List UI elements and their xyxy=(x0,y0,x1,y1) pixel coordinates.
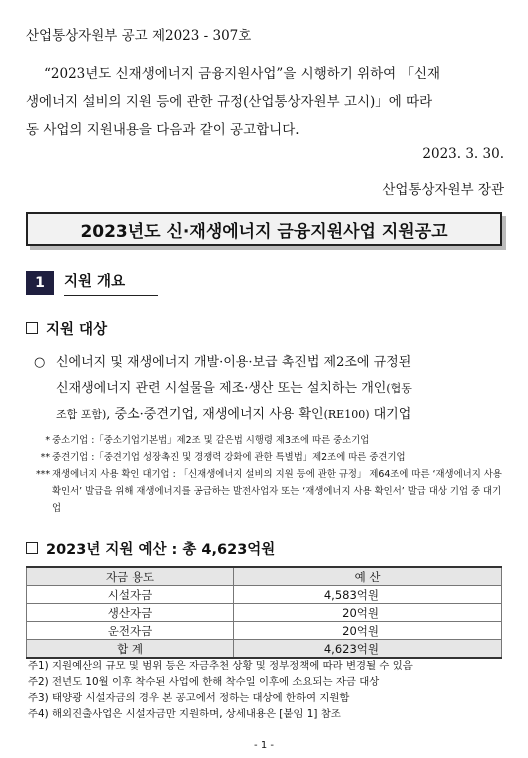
budget-amount: 4,583억원 xyxy=(234,586,502,604)
budget-item: 시설자금 xyxy=(27,586,234,604)
table-header-row xyxy=(27,567,502,586)
note-item xyxy=(28,466,504,517)
table-total-row xyxy=(27,640,502,659)
footnote: 주3) 태양광 시설자금의 경우 본 공고에서 정하는 대상에 한하여 지원함 xyxy=(28,692,350,704)
footnote: 주4) 해외진출사업은 시설자금만 지원하며, 상세내용은 [붙임 1] 참조 xyxy=(28,708,341,720)
budget-item: 운전자금 xyxy=(27,622,234,640)
budget-total-amount: 4,623억원 xyxy=(234,640,502,659)
note-mark: *** xyxy=(35,469,50,480)
footnote: 주2) 전년도 10월 이후 착수된 사업에 한해 착수일 이후에 소요되는 자금 대상 xyxy=(28,676,380,688)
budget-table xyxy=(26,566,502,659)
intro-line: “2023년도 신재생에너지 금융지원사업”을 시행하기 위하여 「신재 xyxy=(44,66,441,82)
support-target-heading xyxy=(26,318,107,339)
bullet-line-text: 대기업 xyxy=(369,407,412,422)
budget-amount: 20억원 xyxy=(234,604,502,622)
announcement-date: 2023. 3. 30. xyxy=(422,146,504,162)
budget-heading xyxy=(26,538,275,559)
table-row xyxy=(27,604,502,622)
support-target-notes xyxy=(28,432,504,517)
document-title-box xyxy=(26,212,502,246)
table-row xyxy=(27,622,502,640)
announcement-number: 산업통상자원부 공고 제2023 - 307호 xyxy=(26,28,252,44)
support-target-heading-text: 지원 대상 xyxy=(46,322,108,338)
budget-footnotes xyxy=(28,658,508,722)
budget-total-label: 합 계 xyxy=(27,640,234,659)
support-target-bullet xyxy=(34,350,504,428)
note-mark: * xyxy=(45,435,50,446)
budget-item: 생산자금 xyxy=(27,604,234,622)
bullet-line-small: 조합 포함) xyxy=(56,408,107,421)
intro-line: 동 사업의 지원내용을 다음과 같이 공고합니다. xyxy=(26,122,300,138)
intro-paragraph xyxy=(26,60,504,144)
section-title: 지원 개요 xyxy=(64,271,158,296)
note-item xyxy=(28,449,504,466)
note-text: 중소기업 :「중소기업기본법」제2조 및 같은법 시행령 제3조에 따른 중소기업 xyxy=(52,435,370,446)
page-number: - 1 - xyxy=(254,740,274,751)
table-row xyxy=(27,586,502,604)
budget-amount: 20억원 xyxy=(234,622,502,640)
bullet-line xyxy=(56,402,504,428)
note-item xyxy=(28,432,504,449)
issuer: 산업통상자원부 장관 xyxy=(382,182,504,198)
bullet-line-text: 신재생에너지 관련 시설물을 제조·생산 또는 설치하는 개인 xyxy=(56,381,387,396)
checkbox-square-icon xyxy=(26,542,38,554)
intro-line: 생에너지 설비의 지원 등에 관한 규정(산업통상자원부 고시)」에 따라 xyxy=(26,94,433,110)
bullet-line: 신에너지 및 재생에너지 개발·이용·보급 촉진법 제2조에 규정된 xyxy=(56,355,412,370)
note-text: 중견기업 :「중견기업 성장촉진 및 경쟁력 강화에 관한 특별법」제2조에 따른 중견기업 xyxy=(52,452,406,463)
bullet-line-text: , 중소·중견기업, 재생에너지 사용 확인 xyxy=(106,407,324,422)
note-mark: ** xyxy=(40,452,50,463)
bullet-line-small: (협동 xyxy=(386,382,412,395)
note-text: 재생에너지 사용 확인 대기업 : 「신재생에너지 설비의 지원 등에 관한 규정」 제64조에 따른 ‘재생에너지 사용 확인서’ 발급을 위해 재생에너지를 공급하는 발전사업자 또는 ‘재생에너지 사용 확인서’ 발급 대상 기업 중 대기업 xyxy=(52,469,502,514)
section-number: 1 xyxy=(26,271,54,295)
column-header: 예 산 xyxy=(234,567,502,586)
checkbox-square-icon xyxy=(26,322,38,334)
circle-bullet-icon: ○ xyxy=(34,355,46,370)
bullet-line-small: (RE100) xyxy=(323,408,370,421)
column-header: 자금 용도 xyxy=(27,567,234,586)
budget-heading-text: 2023년 지원 예산 : 총 4,623억원 xyxy=(46,542,276,558)
bullet-line xyxy=(56,376,504,402)
document-title: 2023년도 신·재생에너지 금융지원사업 지원공고 xyxy=(80,221,448,242)
footnote: 주1) 지원예산의 규모 및 범위 등은 자금추천 상황 및 정부정책에 따라 변경될 수 있음 xyxy=(28,660,413,672)
